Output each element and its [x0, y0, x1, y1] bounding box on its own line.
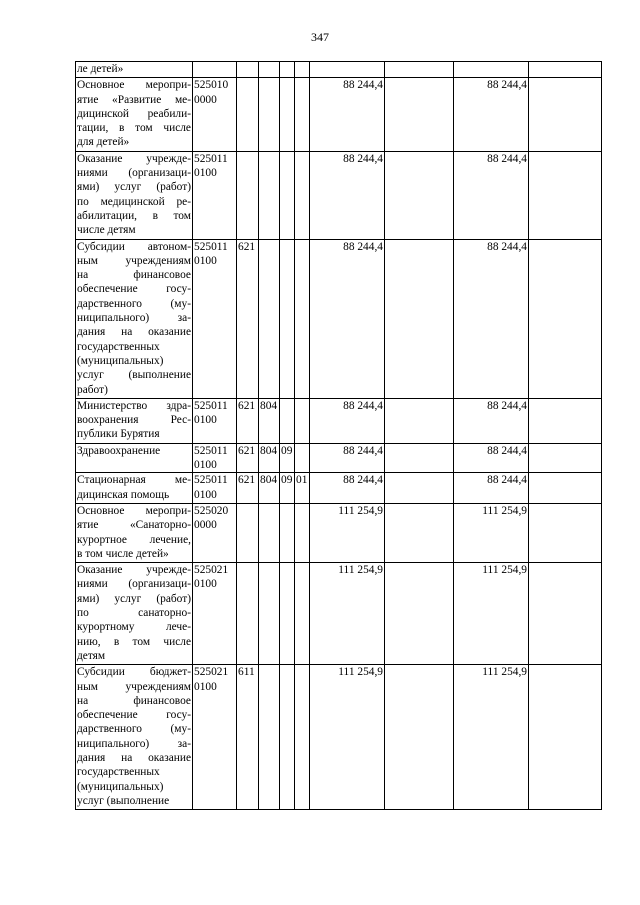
row-sum-2 [385, 665, 454, 810]
row-ministry-code [259, 78, 280, 152]
row-sum-2 [385, 443, 454, 473]
row-target-code: 525011 0100 [193, 239, 237, 398]
row-sum-3: 111 254,9 [454, 563, 529, 665]
row-subsection [295, 563, 310, 665]
table-row [76, 473, 602, 504]
row-sum-1 [310, 62, 385, 78]
row-sum-1: 88 244,4 [310, 398, 385, 443]
row-name: ле детей» [76, 62, 193, 78]
row-sum-4 [529, 443, 602, 473]
row-sum-4 [529, 62, 602, 78]
row-name: Основное меропри- ятие «Санаторно- курортное лечение, в том числе детей» [76, 503, 193, 562]
row-target-code: 525011 0100 [193, 398, 237, 443]
row-sum-2 [385, 398, 454, 443]
row-expense-type [237, 503, 259, 562]
row-sum-2 [385, 503, 454, 562]
table-row [76, 398, 602, 443]
row-name: Здравоохранение [76, 443, 193, 473]
row-expense-type [237, 78, 259, 152]
row-name: Субсидии автоном- ным учреждениям на финансовое обеспечение госу- дарственного (му- ниципального) за- дания на оказание государственных (муниципальных) услуг (выполнение работ) [76, 239, 193, 398]
row-sum-4 [529, 239, 602, 398]
row-subsection [295, 78, 310, 152]
row-subsection [295, 62, 310, 78]
table-row [76, 239, 602, 398]
table-row [76, 62, 602, 78]
row-subsection [295, 503, 310, 562]
row-section [280, 239, 295, 398]
row-sum-4 [529, 665, 602, 810]
row-sum-1: 88 244,4 [310, 78, 385, 152]
row-sum-2 [385, 78, 454, 152]
row-target-code: 525011 0100 [193, 473, 237, 504]
row-expense-type: 621 [237, 443, 259, 473]
table-row [76, 665, 602, 810]
row-expense-type: 621 [237, 398, 259, 443]
row-ministry-code [259, 151, 280, 239]
row-ministry-code: 804 [259, 443, 280, 473]
row-name: Субсидии бюджет- ным учреждениям на финансовое обеспечение госу- дарственного (му- ниципального) за- дания на оказание государственных (муниципальных) услуг (выполнение [76, 665, 193, 810]
row-sum-4 [529, 473, 602, 504]
row-sum-3: 88 244,4 [454, 443, 529, 473]
row-sum-2 [385, 151, 454, 239]
row-target-code [193, 62, 237, 78]
row-expense-type: 611 [237, 665, 259, 810]
row-target-code: 525011 0100 [193, 443, 237, 473]
row-sum-3: 88 244,4 [454, 473, 529, 504]
row-sum-1: 111 254,9 [310, 503, 385, 562]
page-number: 347 [311, 30, 329, 44]
row-expense-type [237, 151, 259, 239]
row-section [280, 665, 295, 810]
row-sum-3: 111 254,9 [454, 665, 529, 810]
row-sum-2 [385, 473, 454, 504]
table-row [76, 151, 602, 239]
row-sum-4 [529, 151, 602, 239]
row-sum-1: 88 244,4 [310, 239, 385, 398]
row-ministry-code [259, 503, 280, 562]
row-sum-2 [385, 563, 454, 665]
row-sum-1: 88 244,4 [310, 443, 385, 473]
row-sum-3: 88 244,4 [454, 78, 529, 152]
row-section [280, 398, 295, 443]
row-section [280, 62, 295, 78]
row-section: 09 [280, 473, 295, 504]
row-subsection [295, 398, 310, 443]
row-sum-4 [529, 563, 602, 665]
row-target-code: 525011 0100 [193, 151, 237, 239]
row-name: Министерство здра- воохранения Рес- публики Бурятия [76, 398, 193, 443]
row-sum-4 [529, 398, 602, 443]
row-sum-4 [529, 78, 602, 152]
row-subsection [295, 443, 310, 473]
row-target-code: 525021 0100 [193, 563, 237, 665]
row-sum-3: 111 254,9 [454, 503, 529, 562]
row-sum-2 [385, 62, 454, 78]
row-name: Оказание учрежде- ниями (организаци- ями) услуг (работ) по медицинской ре- абилитации, в том числе детям [76, 151, 193, 239]
row-section: 09 [280, 443, 295, 473]
row-expense-type [237, 563, 259, 665]
row-ministry-code: 804 [259, 473, 280, 504]
row-sum-1: 111 254,9 [310, 665, 385, 810]
row-ministry-code: 804 [259, 398, 280, 443]
row-section [280, 503, 295, 562]
row-subsection [295, 239, 310, 398]
row-section [280, 78, 295, 152]
row-sum-4 [529, 503, 602, 562]
row-ministry-code [259, 665, 280, 810]
row-section [280, 151, 295, 239]
row-expense-type: 621 [237, 473, 259, 504]
row-name: Стационарная ме- дицинская помощь [76, 473, 193, 504]
table-row [76, 563, 602, 665]
row-expense-type: 621 [237, 239, 259, 398]
row-subsection [295, 151, 310, 239]
row-sum-2 [385, 239, 454, 398]
row-name: Оказание учрежде- ниями (организаци- ями) услуг (работ) по санаторно- курортному лече- нию, в том числе детям [76, 563, 193, 665]
row-sum-3: 88 244,4 [454, 239, 529, 398]
row-expense-type [237, 62, 259, 78]
table-row [76, 443, 602, 473]
row-ministry-code [259, 62, 280, 78]
row-target-code: 525021 0100 [193, 665, 237, 810]
table-row [76, 78, 602, 152]
row-section [280, 563, 295, 665]
table-row [76, 503, 602, 562]
row-ministry-code [259, 563, 280, 665]
row-sum-1: 88 244,4 [310, 473, 385, 504]
row-target-code: 525010 0000 [193, 78, 237, 152]
row-sum-3 [454, 62, 529, 78]
row-sum-1: 88 244,4 [310, 151, 385, 239]
row-ministry-code [259, 239, 280, 398]
budget-table [75, 61, 602, 810]
row-name: Основное меропри- ятие «Развитие ме- дицинской реабили- тации, в том числе для детей» [76, 78, 193, 152]
row-target-code: 525020 0000 [193, 503, 237, 562]
row-sum-1: 111 254,9 [310, 563, 385, 665]
row-subsection: 01 [295, 473, 310, 504]
row-subsection [295, 665, 310, 810]
row-sum-3: 88 244,4 [454, 151, 529, 239]
row-sum-3: 88 244,4 [454, 398, 529, 443]
